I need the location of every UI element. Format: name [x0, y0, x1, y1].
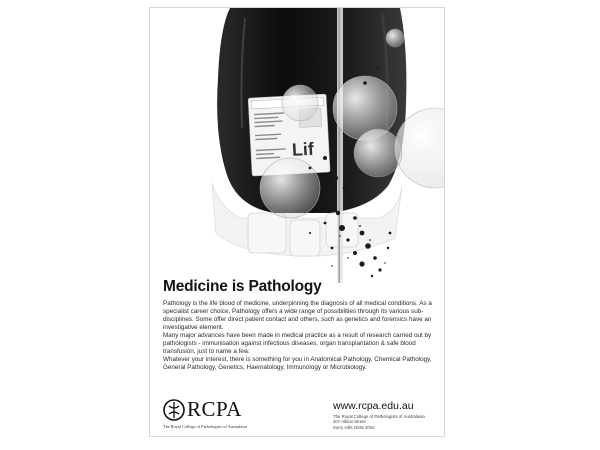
rcpa-emblem-icon [163, 398, 185, 422]
blood-bag-illustration [150, 8, 444, 283]
body-paragraph: Many major advances have been made in medical practice as a result of research carried out by pathologists - immunisation against infectious diseases, organ transplantation & safe blood transfusion, just to name a few. [163, 332, 432, 356]
bag-label-text: Lif [291, 138, 315, 160]
address-line: Surry Hills NSW 2010 [333, 424, 375, 430]
rcpa-subtitle: The Royal College of Pathologists of Australasia [163, 424, 248, 429]
headline: Medicine is Pathology [163, 278, 322, 295]
poster [150, 8, 444, 436]
body-paragraph: Pathology is the life blood of medicine, underpinning the diagnosis of all medical conditions. As a specialist career choice, Pathology offers a wide range of possibilities through its various sub-disciplines. Some offer direct patient contact and others, such as genetics and forensics have an investigative element. [163, 300, 432, 332]
body-copy [163, 300, 438, 372]
contact-block [333, 400, 425, 430]
body-paragraph: Whatever your interest, there is something for you in Anatomical Pathology, Chemical Pathology, General Pathology, Genetics, Haematology, Immunology or Microbiology. [163, 356, 432, 372]
rcpa-logo [163, 396, 273, 432]
website-link[interactable]: www.rcpa.edu.au [333, 400, 414, 412]
rcpa-wordmark: RCPA [187, 397, 242, 421]
address-line: The Royal College of Pathologists of Australasia [333, 414, 425, 419]
address-line: 207 Albion Street [333, 419, 366, 425]
